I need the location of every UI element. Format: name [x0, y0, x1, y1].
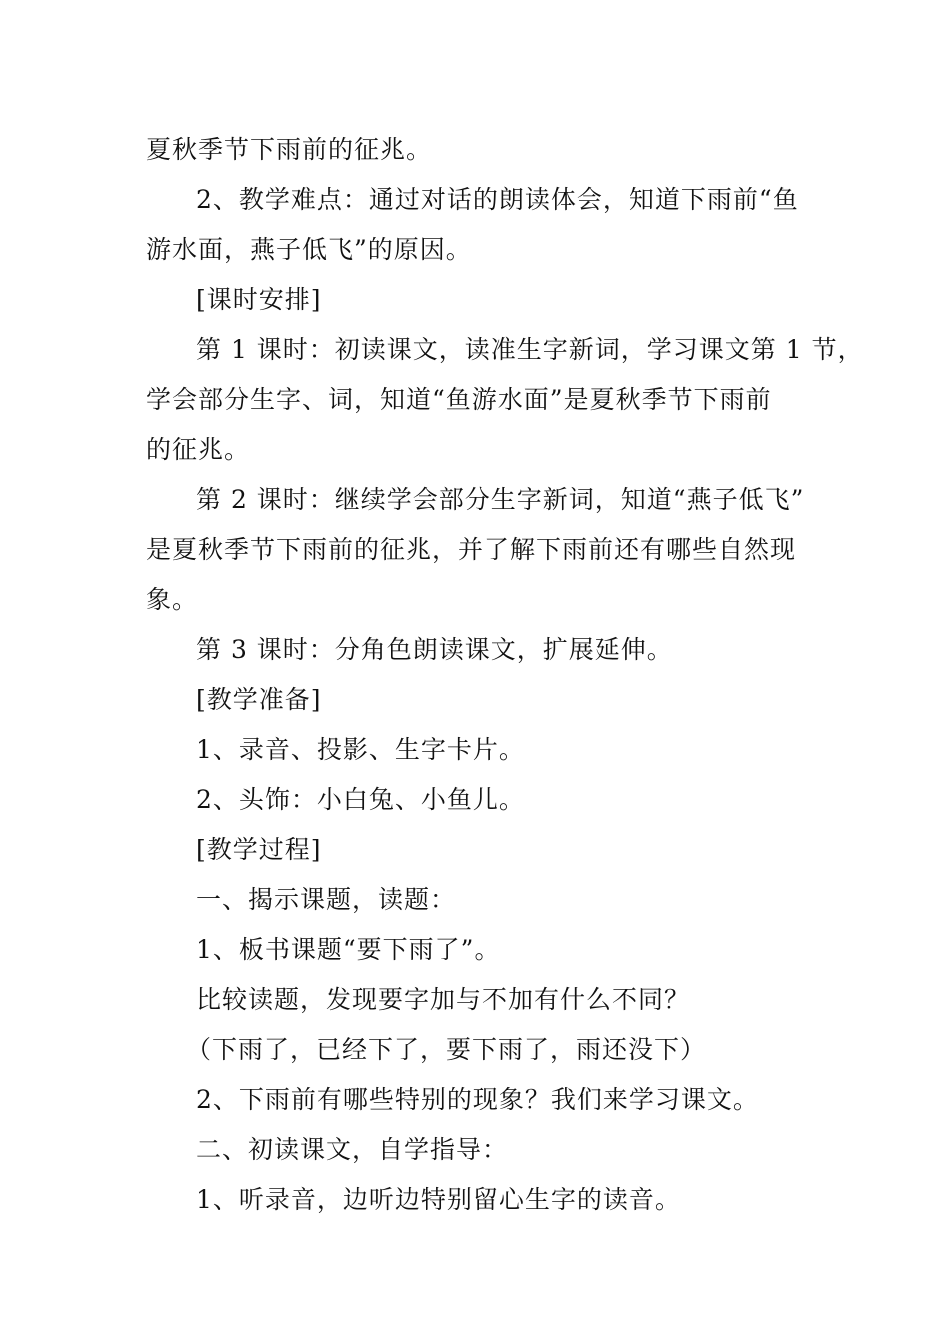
section-heading: [教学过程] [196, 835, 322, 864]
text-line: 象。 [146, 585, 199, 614]
text-line: 学会部分生字、词，知道“鱼游水面”是夏秋季节下雨前 [146, 385, 772, 414]
text-line: 1、板书课题“要下雨了”。 [196, 935, 501, 964]
text-line: 二、初读课文，自学指导： [196, 1135, 509, 1164]
text-line: （下雨了，已经下了，要下雨了，雨还没下） [186, 1035, 707, 1064]
text-line: 1、录音、投影、生字卡片。 [196, 735, 525, 764]
text-line: 2、教学难点：通过对话的朗读体会，知道下雨前“鱼 [196, 185, 799, 214]
text-line: 2、头饰：小白兔、小鱼儿。 [196, 785, 525, 814]
text-line: 第 3 课时：分角色朗读课文，扩展延伸。 [196, 635, 673, 664]
text-line: 的征兆。 [146, 435, 251, 464]
text-line: 一、揭示课题，读题： [196, 885, 457, 914]
text-line: 游水面，燕子低飞”的原因。 [146, 235, 472, 264]
text-line: 比较读题，发现要字加与不加有什么不同？ [196, 985, 691, 1014]
text-line: 第 1 课时：初读课文，读准生字新词，学习课文第 1 节， [196, 335, 864, 364]
section-heading: [教学准备] [196, 685, 322, 714]
text-line: 第 2 课时：继续学会部分生字新词，知道“燕子低飞” [196, 485, 805, 514]
text-line: 是夏秋季节下雨前的征兆，并了解下雨前还有哪些自然现 [146, 535, 797, 564]
text-line: 2、下雨前有哪些特别的现象？我们来学习课文。 [196, 1085, 759, 1114]
text-line: 1、听录音，边听边特别留心生字的读音。 [196, 1185, 681, 1214]
section-heading: [课时安排] [196, 285, 322, 314]
text-line: 夏秋季节下雨前的征兆。 [146, 135, 433, 164]
